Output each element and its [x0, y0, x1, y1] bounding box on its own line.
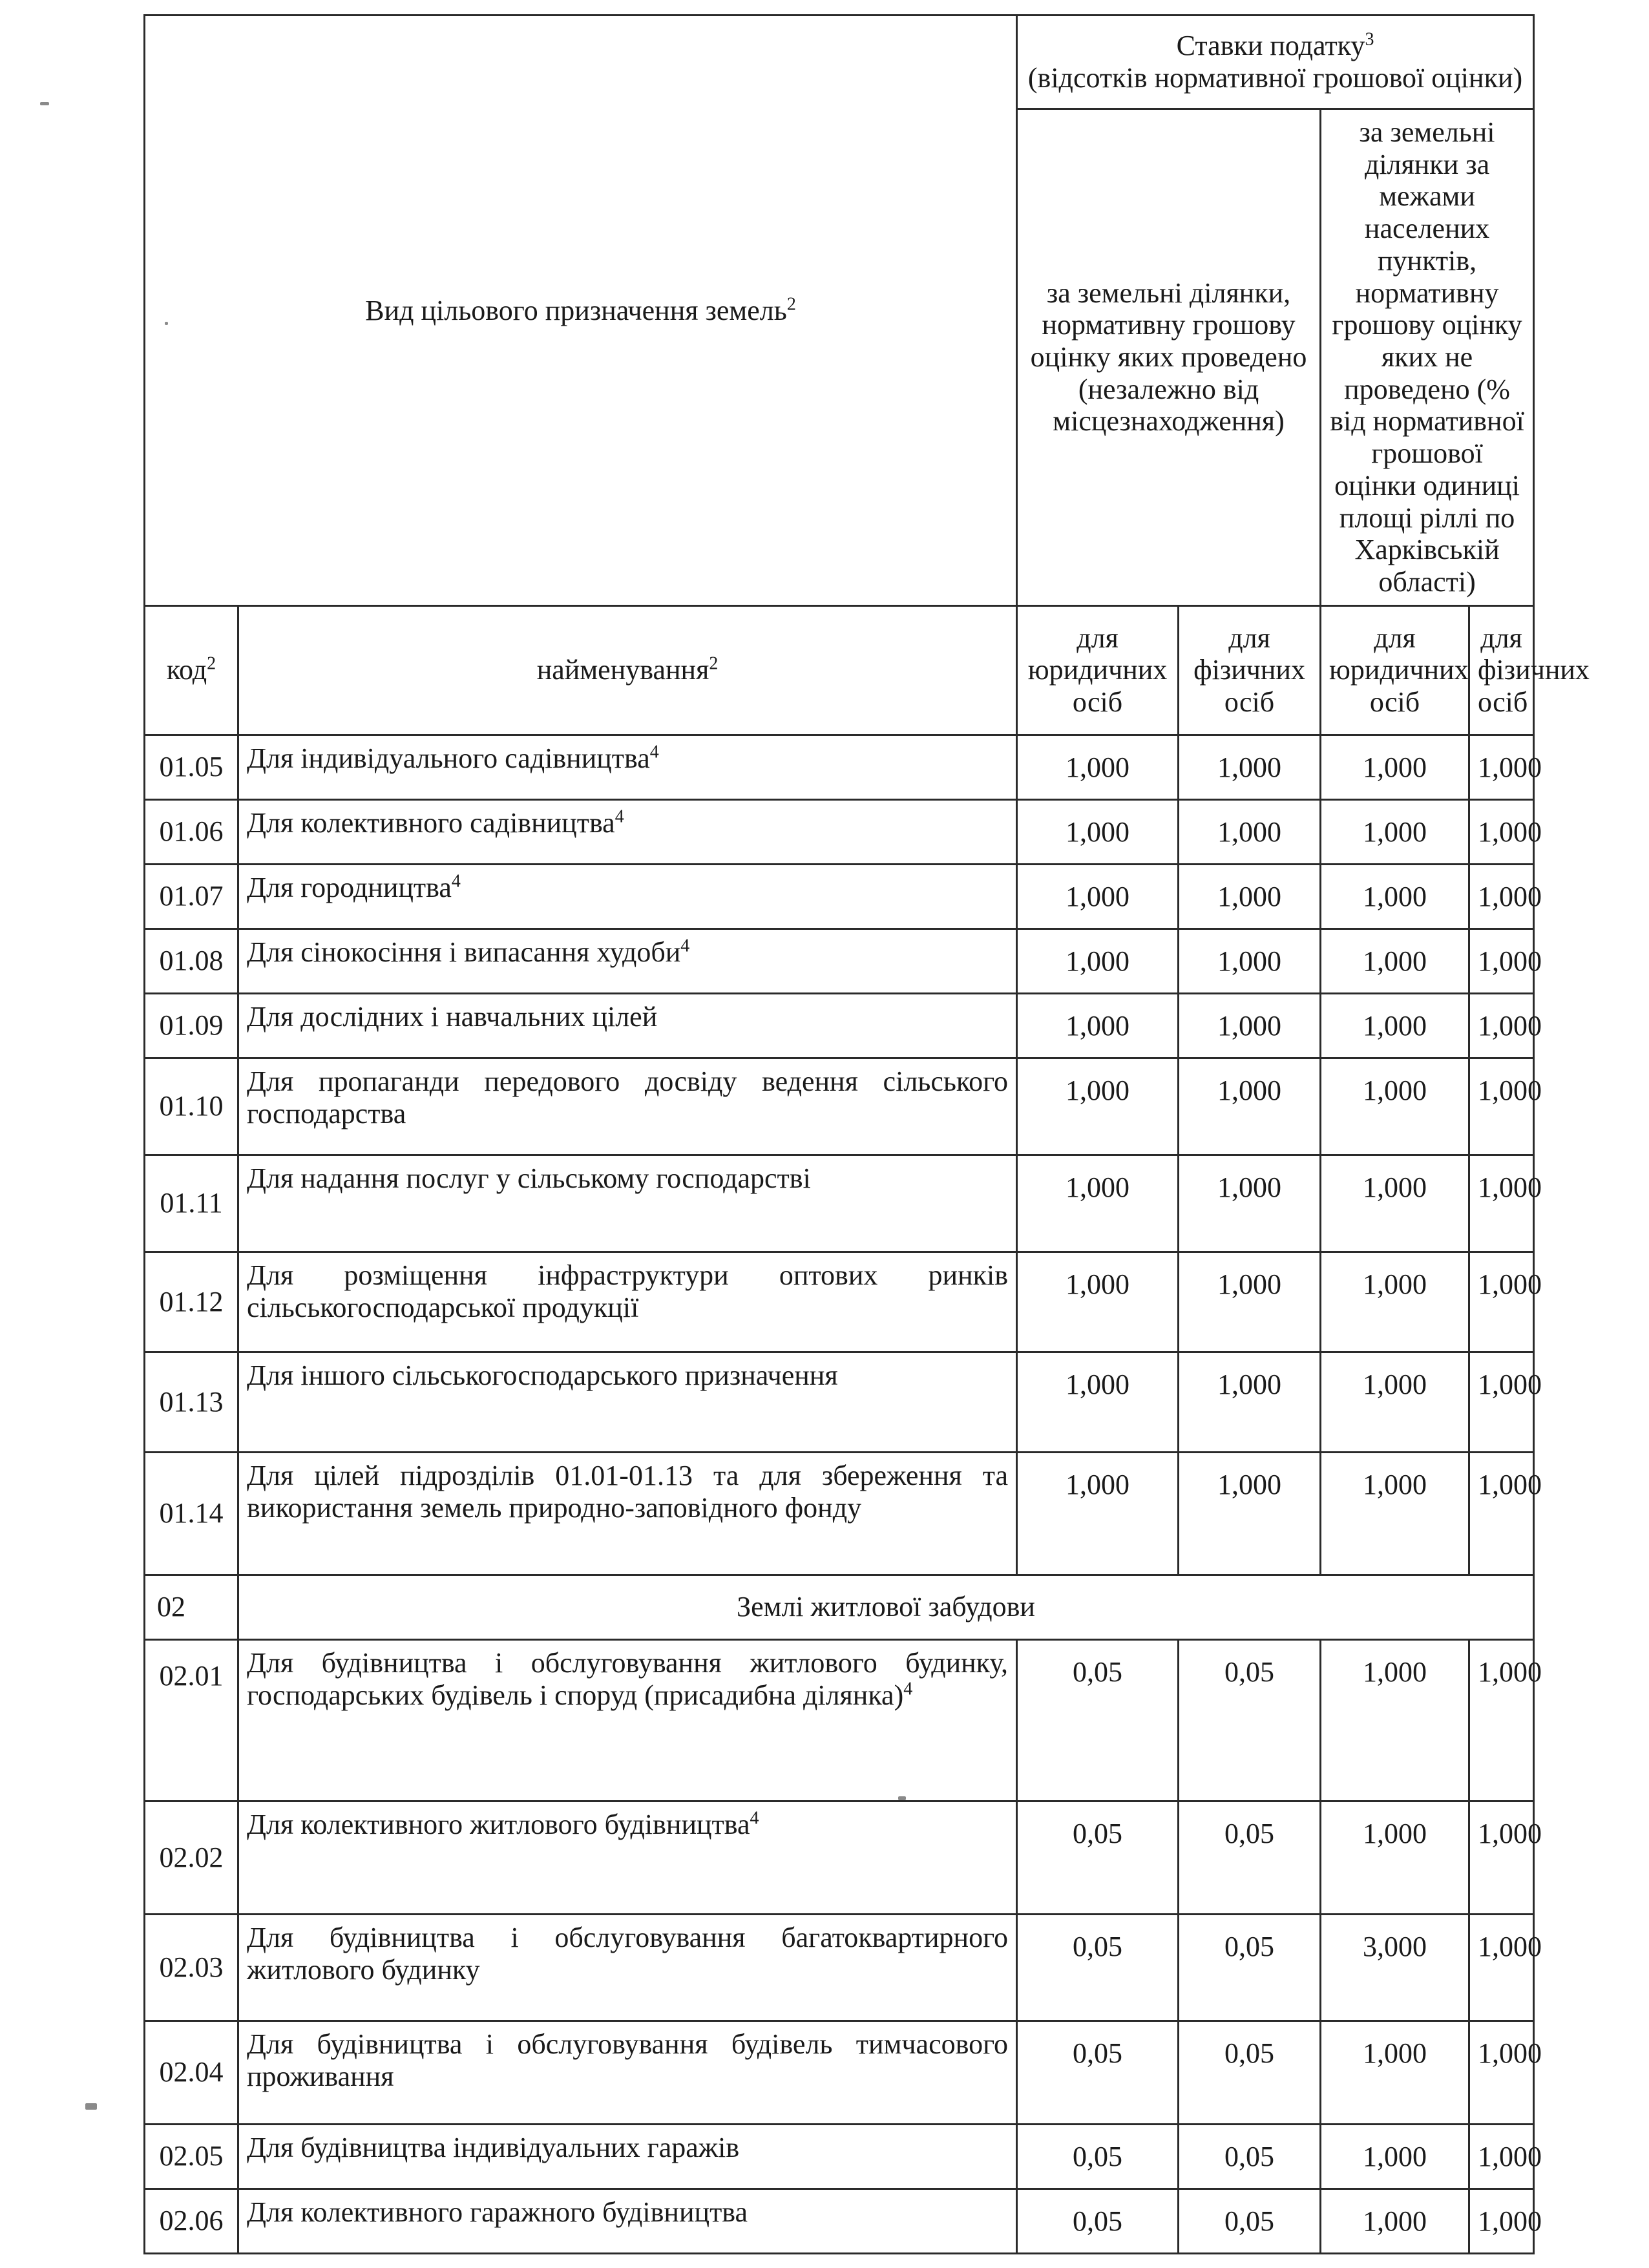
rate-individual-a: 1,000: [1179, 929, 1321, 993]
table-row: [145, 1914, 1534, 2021]
table-row: [145, 799, 1534, 864]
rate-legal-a: 1,000: [1017, 1058, 1179, 1155]
header-code: код$^2$: [145, 605, 238, 735]
rate-legal-b: 1,000: [1321, 993, 1469, 1058]
rate-legal-a: 1,000: [1017, 735, 1179, 799]
rate-individual-b: 1,000: [1469, 993, 1534, 1058]
rate-individual-a: 0,05: [1179, 2021, 1321, 2124]
rate-individual-a: 0,05: [1179, 2124, 1321, 2189]
row-name: Для цілей підрозділів 01.01-01.13 та для збереження та використання земель природно-заповідного фонду: [238, 1452, 1017, 1575]
row-name: Для колективного житлового будівництва$^4$: [238, 1801, 1017, 1914]
row-name: Для будівництва і обслуговування багатоквартирного житлового будинку: [238, 1914, 1017, 2021]
rate-legal-a: 0,05: [1017, 1801, 1179, 1914]
rate-legal-a: 0,05: [1017, 2189, 1179, 2253]
rate-legal-b: 1,000: [1321, 929, 1469, 993]
row-code: 01.06: [145, 799, 238, 864]
rate-legal-a: 1,000: [1017, 864, 1179, 929]
row-name: Для городництва$^4$: [238, 864, 1017, 929]
row-code: 01.07: [145, 864, 238, 929]
rate-legal-b: 1,000: [1321, 1352, 1469, 1452]
header-individuals-a: для фізичних осіб: [1179, 605, 1321, 735]
table-row: [145, 1801, 1534, 1914]
rate-individual-b: 1,000: [1469, 864, 1534, 929]
row-code: 01.11: [145, 1155, 238, 1252]
row-code: 02.04: [145, 2021, 238, 2124]
tax-rates-table: [143, 14, 1590, 2254]
rate-individual-b: 1,000: [1469, 735, 1534, 799]
row-code: 01.10: [145, 1058, 238, 1155]
row-code: 02.06: [145, 2189, 238, 2253]
table-row: [145, 864, 1534, 929]
rate-legal-a: 1,000: [1017, 993, 1179, 1058]
rate-individual-a: 1,000: [1179, 1352, 1321, 1452]
rate-legal-a: 1,000: [1017, 1155, 1179, 1252]
row-name: Для колективного гаражного будівництва: [238, 2189, 1017, 2253]
table-row: [145, 1252, 1534, 1352]
row-code: 01.08: [145, 929, 238, 993]
row-code: 02.05: [145, 2124, 238, 2189]
row-name: Для будівництва і обслуговування житлового будинку, господарських будівель і споруд (присадибна ділянка)$^4$: [238, 1639, 1017, 1801]
section-code: 02: [145, 1575, 238, 1639]
table-row: [145, 1155, 1534, 1252]
rate-individual-b: 1,000: [1469, 1352, 1534, 1452]
rate-legal-a: 1,000: [1017, 1252, 1179, 1352]
rate-individual-a: 1,000: [1179, 1058, 1321, 1155]
rate-individual-a: 1,000: [1179, 1155, 1321, 1252]
rate-individual-b: 1,000: [1469, 1058, 1534, 1155]
rate-individual-b: 1,000: [1469, 1252, 1534, 1352]
scan-speck: [85, 2103, 97, 2110]
row-name: Для дослідних і навчальних цілей: [238, 993, 1017, 1058]
header-legal-entities-a: для юридичних осіб: [1017, 605, 1179, 735]
rate-legal-b: 1,000: [1321, 735, 1469, 799]
section-title: Землі житлової забудови: [238, 1575, 1534, 1639]
rate-individual-a: 1,000: [1179, 864, 1321, 929]
rate-legal-b: 1,000: [1321, 1452, 1469, 1575]
row-code: 02.01: [145, 1639, 238, 1801]
rate-legal-b: 1,000: [1321, 2124, 1469, 2189]
table-row: [145, 1639, 1534, 1801]
rate-individual-b: 1,000: [1469, 929, 1534, 993]
table-row: [145, 1058, 1534, 1155]
rate-legal-b: 1,000: [1321, 1058, 1469, 1155]
row-code: 01.09: [145, 993, 238, 1058]
rate-legal-a: 1,000: [1017, 1452, 1179, 1575]
row-code: 01.05: [145, 735, 238, 799]
rate-individual-a: 0,05: [1179, 2189, 1321, 2253]
header-land-use-type: Вид цільового призначення земель$^2$: [145, 16, 1017, 606]
header-unassessed-plots: за земельні ділянки за межами населених пунктів, нормативну грошову оцінку яких не проведено (% від нормативної грошової оцінки одиниці площі ріллі по Харківській області): [1321, 109, 1534, 606]
rate-individual-a: 0,05: [1179, 1639, 1321, 1801]
row-name: Для сінокосіння і випасання худоби$^4$: [238, 929, 1017, 993]
table-row: [145, 2124, 1534, 2189]
rate-legal-b: 1,000: [1321, 2021, 1469, 2124]
row-name: Для будівництва індивідуальних гаражів: [238, 2124, 1017, 2189]
rate-legal-a: 0,05: [1017, 1914, 1179, 2021]
table-row: [145, 735, 1534, 799]
table-row: [145, 1352, 1534, 1452]
row-name: Для будівництва і обслуговування будівель тимчасового проживання: [238, 2021, 1017, 2124]
row-code: 02.03: [145, 1914, 238, 2021]
row-name: Для індивідуального садівництва$^4$: [238, 735, 1017, 799]
row-code: 01.12: [145, 1252, 238, 1352]
row-name: Для іншого сільськогосподарського призначення: [238, 1352, 1017, 1452]
rate-individual-b: 1,000: [1469, 1639, 1534, 1801]
header-assessed-plots: за земельні ділянки, нормативну грошову оцінку яких проведено (незалежно від місцезнаходження): [1017, 109, 1321, 606]
row-code: 01.14: [145, 1452, 238, 1575]
row-name: Для пропаганди передового досвіду ведення сільського господарства: [238, 1058, 1017, 1155]
table-row: [145, 993, 1534, 1058]
rate-individual-b: 1,000: [1469, 1914, 1534, 2021]
rate-individual-b: 1,000: [1469, 1452, 1534, 1575]
header-individuals-b: для фізичних осіб: [1469, 605, 1534, 735]
rate-individual-b: 1,000: [1469, 1155, 1534, 1252]
rate-legal-a: 1,000: [1017, 1352, 1179, 1452]
rate-legal-b: 1,000: [1321, 1155, 1469, 1252]
rate-individual-a: 1,000: [1179, 735, 1321, 799]
table-row: [145, 1452, 1534, 1575]
rate-legal-b: 1,000: [1321, 799, 1469, 864]
rate-legal-b: 1,000: [1321, 864, 1469, 929]
rate-individual-b: 1,000: [1469, 2189, 1534, 2253]
rate-individual-a: 1,000: [1179, 799, 1321, 864]
rate-individual-b: 1,000: [1469, 1801, 1534, 1914]
scan-speck: [40, 102, 49, 105]
row-code: 02.02: [145, 1801, 238, 1914]
table-row: [145, 2021, 1534, 2124]
header-legal-entities-b: для юридичних осіб: [1321, 605, 1469, 735]
rate-legal-b: 1,000: [1321, 2189, 1469, 2253]
section-row: [145, 1575, 1534, 1639]
row-name: Для розміщення інфраструктури оптових ринків сільськогосподарської продукції: [238, 1252, 1017, 1352]
rate-legal-a: 0,05: [1017, 2021, 1179, 2124]
rate-individual-a: 0,05: [1179, 1801, 1321, 1914]
rate-individual-b: 1,000: [1469, 2124, 1534, 2189]
row-name: Для надання послуг у сільському господарстві: [238, 1155, 1017, 1252]
row-code: 01.13: [145, 1352, 238, 1452]
rate-legal-b: 3,000: [1321, 1914, 1469, 2021]
rate-legal-b: 1,000: [1321, 1639, 1469, 1801]
rate-individual-b: 1,000: [1469, 2021, 1534, 2124]
rate-legal-b: 1,000: [1321, 1801, 1469, 1914]
rate-legal-a: 0,05: [1017, 1639, 1179, 1801]
rate-individual-a: 1,000: [1179, 1452, 1321, 1575]
header-tax-rates: Ставки податку$^3$ (відсотків нормативної грошової оцінки): [1017, 16, 1534, 109]
row-name: Для колективного садівництва$^4$: [238, 799, 1017, 864]
rate-legal-b: 1,000: [1321, 1252, 1469, 1352]
table-row: [145, 929, 1534, 993]
rate-legal-a: 0,05: [1017, 2124, 1179, 2189]
rate-individual-a: 1,000: [1179, 993, 1321, 1058]
table-row: [145, 2189, 1534, 2253]
rate-legal-a: 1,000: [1017, 929, 1179, 993]
rate-individual-a: 0,05: [1179, 1914, 1321, 2021]
rate-legal-a: 1,000: [1017, 799, 1179, 864]
rate-individual-a: 1,000: [1179, 1252, 1321, 1352]
header-name: найменування$^2$: [238, 605, 1017, 735]
rate-individual-b: 1,000: [1469, 799, 1534, 864]
